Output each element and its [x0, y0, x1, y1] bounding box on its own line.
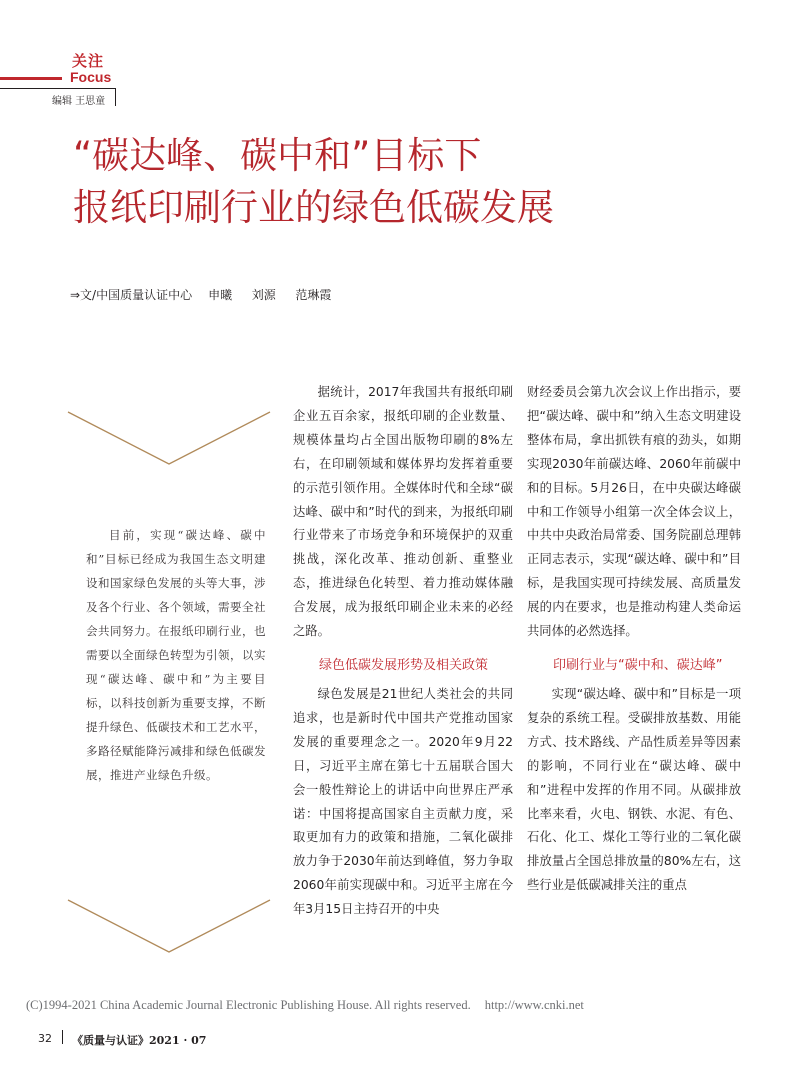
article-title — [73, 130, 753, 234]
section-heading: 印刷行业与“碳中和、碳达峰” — [553, 657, 723, 673]
chevron-divider-top — [66, 410, 272, 468]
body-column-1 — [293, 381, 513, 922]
byline-prefix: ⇒文/ — [70, 288, 97, 302]
paragraph: 据统计，2017年我国共有报纸印刷企业五百余家，报纸印刷的企业数量、规模体量均占全国出版物印刷的8%左右，在印刷领域和媒体界均发挥着重要的示范引领作用。全媒体时代和全球“碳达峰、碳中和”时代的到来，为报纸印刷行业带来了市场竞争和环境保护的双重挑战，深化改革、推动创新、重整业态，推进绿色化转型、着力推动媒体融合发展，成为报纸印刷企业未来的必经之路。 — [293, 385, 513, 639]
page-number: 32 — [38, 1032, 52, 1045]
article-title-line-2: 报纸印刷行业的绿色低碳发展 — [73, 186, 554, 229]
paragraph: 财经委员会第九次会议上作出指示，要把“碳达峰、碳中和”纳入生态文明建设整体布局，拿出抓铁有痕的劲头，如期实现2030年前碳达峰、2060年前碳中和的目标。5月26日，在中央碳达峰碳中和工作领导小组第一次全体会议上，中共中央政治局常委、国务院副总理韩正同志表示，实现“碳达峰、碳中和”目标，是我国实现可持续发展、高质量发展的内在要求，也是推动构建人类命运共同体的必然选择。 — [527, 385, 741, 639]
paragraph: 实现“碳达峰、碳中和”目标是一项复杂的系统工程。受碳排放基数、用能方式、技术路线、产品性质差异等因素的影响，不同行业在“碳达峰、碳中和”进程中发挥的作用不同。从碳排放比率来看，火电、钢铁、水泥、有色、石化、化工、煤化工等行业的二氧化碳排放量占全国总排放量的80%左右，这些行业是低碳减排关注的重点 — [527, 686, 741, 893]
copyright-notice — [26, 998, 766, 1013]
section-heading: 绿色低碳发展形势及相关政策 — [319, 657, 489, 673]
byline-authors: 申曦 刘源 范琳霞 — [208, 288, 332, 302]
chevron-divider-bottom — [66, 898, 272, 956]
byline-organization: 中国质量认证中心 — [96, 288, 193, 302]
article-title-line-1: “碳达峰、碳中和”目标下 — [73, 134, 482, 177]
body-column-2 — [527, 381, 741, 898]
header-divider-vertical — [115, 88, 116, 106]
header-accent-bar — [0, 77, 62, 80]
journal-name: 《质量与认证》2021 · 07 — [72, 1034, 207, 1047]
copyright-text: (C)1994-2021 China Academic Journal Electronic Publishing House. All rights reserved. — [26, 998, 471, 1012]
footer-divider — [62, 1030, 63, 1044]
section-label: 关注 — [72, 52, 105, 70]
paragraph: 绿色发展是21世纪人类社会的共同追求，也是新时代中国共产党推动国家发展的重要理念之一。2020年9月22日，习近平主席在第七十五届联合国大会一般性辩论上的讲话中向世界庄严承诺：中国将提高国家自主贡献力度，采取更加有力的政策和措施，二氧化碳排放力争于2030年前达到峰值，努力争取2060年前实现碳中和。习近平主席在今年3月15日主持召开的中央 — [293, 686, 513, 917]
editor-credit: 编辑 王思童 — [52, 96, 106, 107]
article-abstract: 目前，实现“碳达峰、碳中和”目标已经成为我国生态文明建设和国家绿色发展的头等大事，涉及各个行业、各个领域，需要全社会共同努力。在报纸印刷行业，也需要以全面绿色转型为引领，以实现“碳达峰、碳中和”为主要目标，以科技创新为重要支撑，不断提升绿色、低碳技术和工艺水平，多路径赋能降污减排和绿色低碳发展，推进产业绿色升级。 — [86, 528, 266, 782]
byline — [70, 286, 331, 303]
cnki-link[interactable]: http://www.cnki.net — [484, 998, 584, 1012]
section-label-english: Focus — [70, 69, 112, 85]
header-divider — [0, 88, 116, 89]
